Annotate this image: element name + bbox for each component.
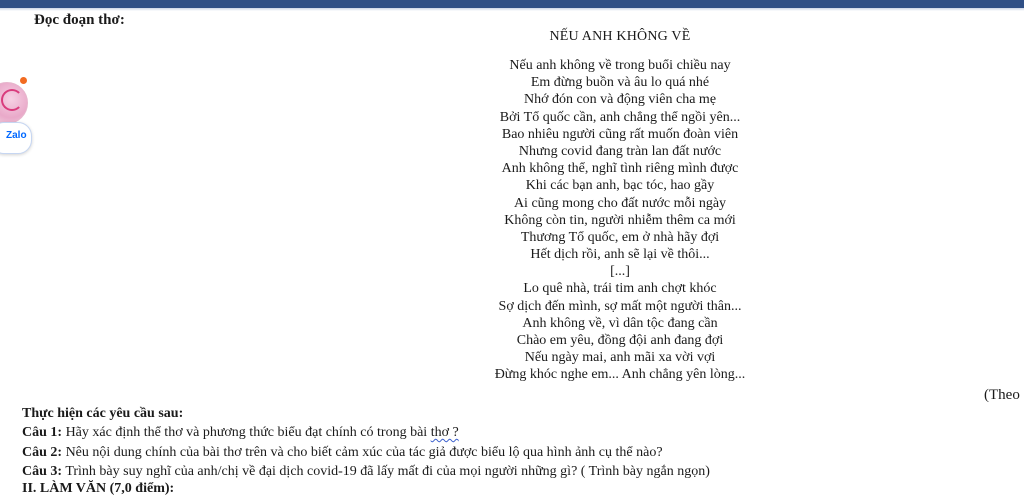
question-label: Câu 1: <box>22 425 63 440</box>
poem-line: Ai cũng mong cho đất nước mỗi ngày <box>513 195 727 211</box>
question-text: Nêu nội dung chính của bài thơ trên và cho biết cảm xúc của tác giả được biểu lộ qua hình ảnh cụ thể nào? <box>65 444 663 460</box>
poem-line: Nếu anh không về trong buổi chiều nay <box>509 58 731 73</box>
source-note: (Theo <box>984 387 1020 403</box>
zalo-label: Zalo <box>6 130 27 141</box>
question-label: Câu 3: <box>22 464 63 479</box>
tasks-heading: Thực hiện các yêu cầu sau: <box>22 406 184 421</box>
question-3 <box>22 462 710 482</box>
poem-line: Anh không về, vì dân tộc đang cần <box>522 315 718 331</box>
poem-line: Không còn tin, người nhiễm thêm ca mới <box>504 212 736 228</box>
badge-ring-icon <box>1 89 23 111</box>
spellcheck-marked-text: thơ ? <box>430 425 459 440</box>
poem-line: Nếu ngày mai, anh mãi xa vời vợi <box>524 350 716 366</box>
zalo-chat-button[interactable] <box>0 122 32 154</box>
poem-line: Hết dịch rồi, anh sẽ lại về thôi... <box>530 247 710 263</box>
poem-line: Thương Tổ quốc, em ở nhà hãy đợi <box>520 229 720 245</box>
poem-line: Bởi Tổ quốc cần, anh chẳng thể ngồi yên... <box>499 109 741 125</box>
poem-line: Nhớ đón con và động viên cha mẹ <box>523 92 717 108</box>
tasks-section <box>22 404 710 482</box>
poem-line: Bao nhiêu người cũng rất muốn đoàn viên <box>501 126 739 142</box>
poem-line: Chào em yêu, đồng đội anh đang đợi <box>516 333 724 348</box>
notification-dot-icon <box>20 77 27 84</box>
question-1 <box>22 423 710 443</box>
poem-line: Sợ dịch đến mình, sợ mất một người thân... <box>498 298 742 314</box>
next-section-heading: II. LÀM VĂN (7,0 điểm): <box>22 481 175 496</box>
poem-line: Đừng khóc nghe em... Anh chẳng yên lòng... <box>494 367 746 383</box>
poem-line: Nhưng covid đang tràn lan đất nước <box>518 143 722 159</box>
top-bar-shadow <box>0 8 1024 11</box>
poem-line: Lo quê nhà, trái tim anh chợt khóc <box>523 281 717 297</box>
poem-title: NẾU ANH KHÔNG VỀ <box>549 29 691 44</box>
question-text: Trình bày suy nghĩ của anh/chị về đại dịch covid-19 đã lấy mất đi của mọi người những gì? ( Trình bày ngắn ngọn) <box>65 464 710 479</box>
poem-line: Khi các bạn anh, bạc tóc, hao gầy <box>525 178 715 194</box>
reading-heading: Đọc đoạn thơ: <box>34 12 125 28</box>
window-top-bar <box>0 0 1024 8</box>
question-label: Câu 2: <box>22 444 63 460</box>
school-badge-icon[interactable] <box>0 82 28 124</box>
question-text: Hãy xác định thể thơ và phương thức biểu đạt chính có trong bài <box>65 425 431 440</box>
poem-block <box>420 28 820 384</box>
poem-ellipsis: [...] <box>610 264 630 280</box>
question-2 <box>22 443 710 463</box>
poem-line: Em đừng buồn và âu lo quá nhé <box>530 75 710 91</box>
poem-line: Anh không thể, nghĩ tình riêng mình được <box>501 161 739 177</box>
